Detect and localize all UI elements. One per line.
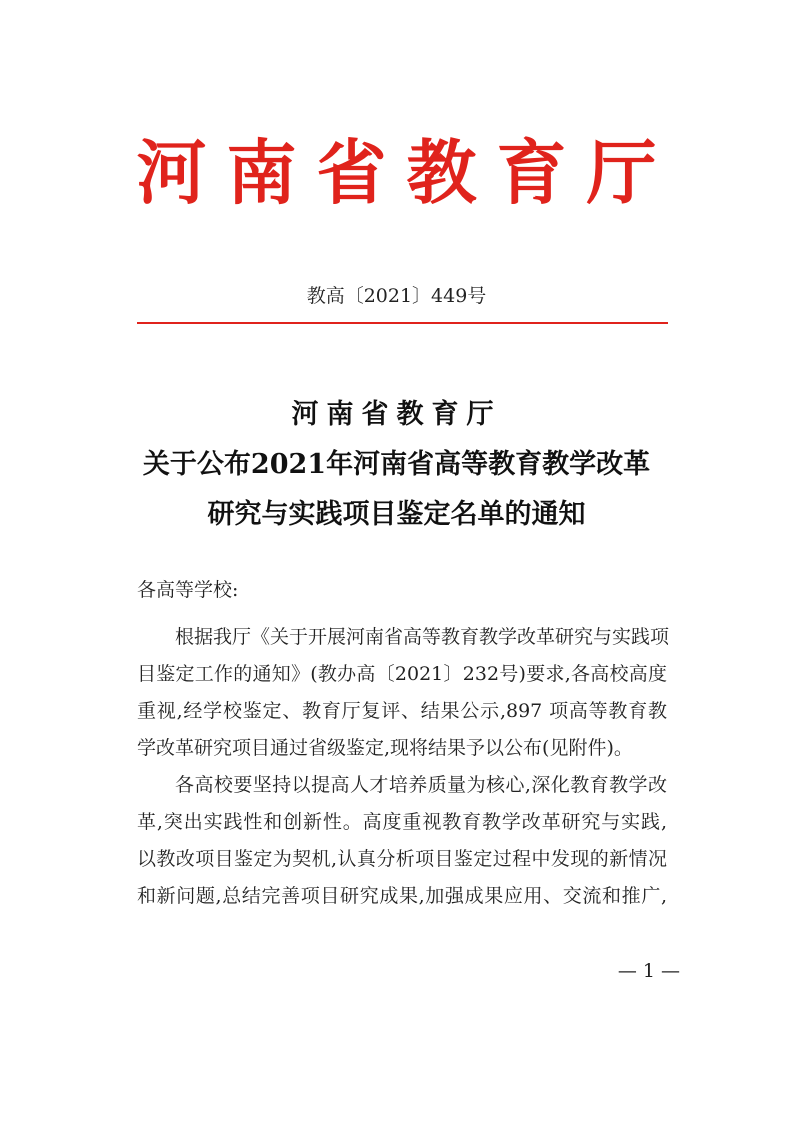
paragraph-1-line: 重视,经学校鉴定、教育厅复评、结果公示,897 项高等教育教 — [137, 700, 667, 722]
page-number: — 1 — — [617, 960, 680, 982]
paragraph-1-line: 根据我厅《关于开展河南省高等教育教学改革研究与实践项 — [175, 626, 670, 648]
paragraph-2-line: 革,突出实践性和创新性。高度重视教育教学改革研究与实践, — [137, 811, 667, 833]
title-line-3: 研究与实践项目鉴定名单的通知 — [207, 499, 586, 530]
title-line-2: 关于公布2021年河南省高等教育教学改革 — [142, 449, 651, 480]
paragraph-2-line: 各高校要坚持以提高人才培养质量为核心,深化教育教学改 — [175, 774, 667, 796]
paragraph-1-line: 目鉴定工作的通知》(教办高〔2021〕232号)要求,各高校高度 — [137, 663, 667, 685]
paragraph-1-line: 学改革研究项目通过省级鉴定,现将结果予以公布(见附件)。 — [137, 737, 633, 759]
red-separator-line — [137, 322, 668, 324]
salutation: 各高等学校: — [137, 579, 239, 601]
paragraph-2-line: 以教改项目鉴定为契机,认真分析项目鉴定过程中发现的新情况 — [137, 848, 667, 870]
issuer-masthead: 河南省教育厅 — [136, 131, 677, 214]
title-line-1: 河南省教育厅 — [291, 399, 502, 430]
paragraph-2-line: 和新问题,总结完善项目研究成果,加强成果应用、交流和推广, — [137, 885, 667, 907]
document-number: 教高〔2021〕449号 — [306, 285, 487, 307]
